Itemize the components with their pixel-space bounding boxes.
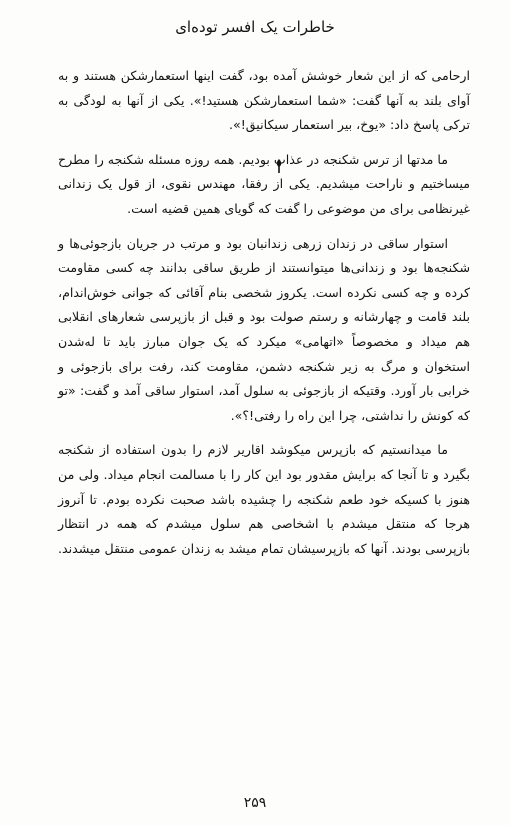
paragraph-4: ما میدانستیم که بازپرس میکوشد اقاریر لازم را بدون استفاده از شکنجه بگیرد و تا آنجا که برایش مقدور بود این کار را با مسالمت انجام میداد. ولی من هنوز با کسیکه خود طعم شکنجه را چشیده باشد صحبت نکرده بودم. تا آنروز هرجا که منتقل میشدم با اشخاصی هم سلول میشدم که همه در انتظار بازپرسی بودند. آنها که بازپرسیشان تمام میشد به زندان عمومی منتقل میشدند. [58,442,470,556]
page-number: ۲۵۹ [243,795,267,811]
paragraph-2: ما مدتها از ترس شکنجه در عذاب بودیم. همه روزه مسئله شکنجه را مطرح میساختیم و ناراحت میشدیم. یکی از رفقا، مهندس نقوی، از قول یک زندانی غیرنظامی برای من موضوعی را گفت که گویای همین قضیه است. [58,151,470,216]
body-text [58,64,470,571]
running-header: خاطرات یک افسر توده‌ای [175,18,335,36]
paragraph-1: ارحامی که از این شعار خوشش آمده بود، گفت اینها استعمارشکن هستند و به آوای بلند به آنها گفت: «شما استعمارشکن هستید!». یکی از آنها به لودگی به ترکی پاسخ داد: «یوخ، بیر استعمار سیکانیق!». [58,68,470,133]
paragraph-3: استوار ساقی در زندان زرهی زندانبان بود و مرتب در جریان بازجوئی‌ها و شکنجه‌ها بود و زندانی‌ها میتوانستند از طریق ساقی بدانند چه کسی مقاومت کرده و چه کسی نکرده است. یکروز شخصی بنام آقائی که جوانی خوش‌اندام، بلند قامت و چهارشانه و رستم صولت بود و قبل از بازپرسی شعارهای انقلابی هم میداد و مخصوصاً «اتهامی» میکرد که یک جوان مبارز باید تا له‌شدن استخوان و مرگ به زیر شکنجه دشمن، مقاومت کند، رفت برای بازجوئی و خرابی بار آورد. وقتیکه از بازجوئی به سلول آمد، استوار ساقی آمد و گفت: «تو که کونش را نداشتی، چرا این راه را رفتی!؟». [58,235,470,423]
